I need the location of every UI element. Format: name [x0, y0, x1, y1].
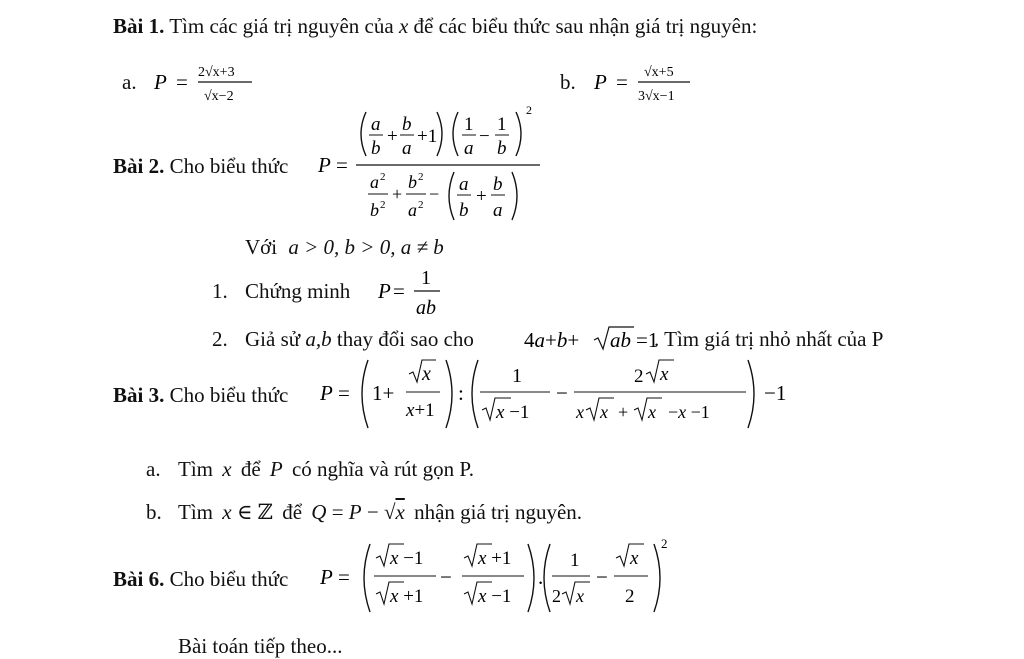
bai2-item2-text3: . Tìm giá trị nhỏ nhất của P: [654, 327, 884, 351]
svg-text:=: =: [338, 381, 350, 405]
svg-text:2: 2: [418, 199, 424, 211]
bai3-text: Cho biểu thức: [164, 383, 289, 407]
bai1-a-num: 2√x+3: [198, 65, 235, 80]
bai3-a-text3: có nghĩa và rút gọn P.: [291, 457, 474, 481]
bai1-b-formula: [592, 58, 702, 106]
svg-text:2: 2: [634, 366, 644, 387]
svg-text:−: −: [479, 126, 490, 147]
svg-text:+1: +1: [417, 126, 438, 147]
svg-text:a: a: [464, 138, 474, 159]
bai3-b-text2: để: [282, 500, 303, 524]
svg-text:1: 1: [570, 550, 580, 571]
svg-text:b: b: [459, 200, 469, 221]
bai1-a-den: √x−2: [204, 89, 234, 104]
svg-text:a: a: [370, 172, 379, 192]
svg-text:=: =: [616, 70, 628, 94]
svg-text:=: =: [336, 153, 348, 177]
svg-text:a: a: [408, 200, 417, 220]
svg-text:x +1: x +1: [478, 548, 512, 569]
bai2-item2-num: 2.: [212, 327, 228, 351]
svg-text:b: b: [370, 200, 379, 220]
svg-text:P: P: [320, 565, 333, 589]
bai1-b-den: 3√x−1: [638, 89, 675, 104]
svg-text:+: +: [387, 126, 398, 147]
svg-text:a: a: [402, 138, 412, 159]
bai3-label: Bài 3.: [113, 383, 165, 407]
svg-text:+: +: [476, 186, 487, 207]
bai2-item2-line: [245, 327, 474, 352]
bai6-formula: [318, 536, 678, 620]
svg-text:−: −: [556, 381, 568, 405]
bai3-b-text3: nhận giá trị nguyên.: [414, 500, 583, 524]
svg-text:x −1: x −1: [390, 548, 424, 569]
svg-text:x: x: [576, 402, 584, 422]
svg-text:=: =: [176, 70, 188, 94]
svg-text:x: x: [422, 363, 431, 385]
svg-text:2: 2: [661, 536, 668, 551]
bai3-formula: [318, 352, 788, 436]
svg-text:x: x: [648, 402, 656, 422]
bai3-b-text1: Tìm: [178, 500, 213, 524]
svg-text:2: 2: [380, 199, 386, 211]
svg-text:1: 1: [512, 365, 522, 387]
svg-text:=: =: [338, 565, 350, 589]
bai3-statement: [113, 383, 288, 408]
svg-text:x +1: x +1: [390, 586, 424, 607]
bai2-item1-formula: [376, 262, 446, 322]
svg-text:1+: 1+: [372, 381, 395, 405]
bai2-item2-vars: a,b: [305, 327, 332, 351]
svg-text:b: b: [497, 138, 507, 159]
svg-text:x −1: x −1: [478, 586, 512, 607]
svg-text:=: =: [393, 279, 405, 303]
svg-text:−: −: [596, 565, 608, 589]
svg-text:+: +: [618, 402, 629, 422]
svg-text:a: a: [371, 114, 381, 135]
bai2-condition-line: [245, 235, 444, 260]
bai6-label: Bài 6.: [113, 567, 165, 591]
svg-text:x+1: x+1: [406, 400, 435, 421]
bai3-b-label: b.: [146, 500, 162, 524]
svg-text:2: 2: [552, 586, 561, 606]
bai2-formula: [316, 100, 556, 230]
svg-text:ab: ab: [610, 328, 631, 352]
svg-text:P: P: [594, 70, 607, 94]
bai2-text: Cho biểu thức: [164, 154, 289, 178]
bai1-a-label: a.: [122, 70, 137, 94]
bai2-condition: a > 0, b > 0, a ≠ b: [288, 235, 444, 259]
svg-text:x: x: [660, 364, 669, 385]
svg-text:a: a: [493, 200, 503, 221]
svg-text:1: 1: [497, 114, 507, 135]
svg-text:.: .: [538, 565, 544, 589]
cut-off-next-line: Bài toán tiếp theo...: [178, 634, 343, 658]
svg-text:1: 1: [421, 267, 431, 289]
bai2-statement: [113, 154, 288, 179]
svg-text:b: b: [408, 172, 417, 192]
bai6-statement: [113, 567, 288, 592]
svg-text:b: b: [493, 174, 503, 195]
bai1-text2: để các biểu thức sau nhận giá trị nguyên:: [408, 14, 758, 38]
svg-text:x: x: [576, 586, 584, 606]
bai3-a-text1: Tìm: [178, 457, 213, 481]
bai1-a-formula: [152, 58, 262, 106]
bai2-item1-text: Chứng minh: [245, 279, 351, 303]
bai1-text: Tìm các giá trị nguyên của: [164, 14, 399, 38]
svg-text:−: −: [440, 565, 452, 589]
svg-text:−1: −1: [764, 381, 787, 405]
svg-text:=1: =1: [636, 328, 659, 352]
svg-text:4a+b+: 4a+b+: [524, 328, 580, 352]
svg-text:2: 2: [380, 171, 386, 183]
svg-text:x: x: [600, 402, 608, 422]
bai2-item2-text2: thay đổi sao cho: [336, 327, 474, 351]
bai2-item1-num: 1.: [212, 279, 228, 303]
bai2-condition-text: Với: [245, 235, 278, 259]
svg-text:b: b: [371, 138, 381, 159]
svg-text:1: 1: [464, 114, 474, 135]
svg-text:−x −1: −x −1: [668, 402, 710, 422]
bai1-b-label: b.: [560, 70, 576, 94]
bai1-label: Bài 1.: [113, 14, 165, 38]
svg-text:2: 2: [625, 586, 635, 607]
svg-text:x: x: [630, 548, 639, 569]
svg-text:b: b: [402, 114, 412, 135]
bai3-a-text2: để: [240, 457, 261, 481]
bai1-statement: [113, 14, 757, 39]
svg-text:a: a: [459, 174, 469, 195]
svg-text:x −1: x −1: [496, 402, 530, 423]
svg-text:ab: ab: [416, 297, 436, 319]
svg-text:P: P: [378, 279, 391, 303]
bai1-var: x: [398, 14, 409, 38]
svg-text:2: 2: [418, 171, 424, 183]
svg-text::: :: [458, 381, 464, 405]
bai2-item2-text1: Giả sử: [245, 327, 301, 351]
svg-text:P: P: [318, 153, 331, 177]
svg-text:P: P: [320, 381, 333, 405]
bai6-text: Cho biểu thức: [164, 567, 289, 591]
svg-text:2: 2: [526, 103, 532, 117]
svg-text:−: −: [429, 184, 440, 204]
bai3-b-line: Tìm x ∈ ℤ để Q = P − √x nhận giá trị nguyên.: [178, 500, 583, 524]
svg-text:+: +: [392, 184, 403, 204]
bai2-label: Bài 2.: [113, 154, 165, 178]
bai3-a-label: a.: [146, 457, 161, 481]
bai3-a-line: Tìm x để P có nghĩa và rút gọn P.: [178, 457, 474, 481]
svg-text:P: P: [154, 70, 167, 94]
bai1-b-num: √x+5: [644, 65, 674, 80]
